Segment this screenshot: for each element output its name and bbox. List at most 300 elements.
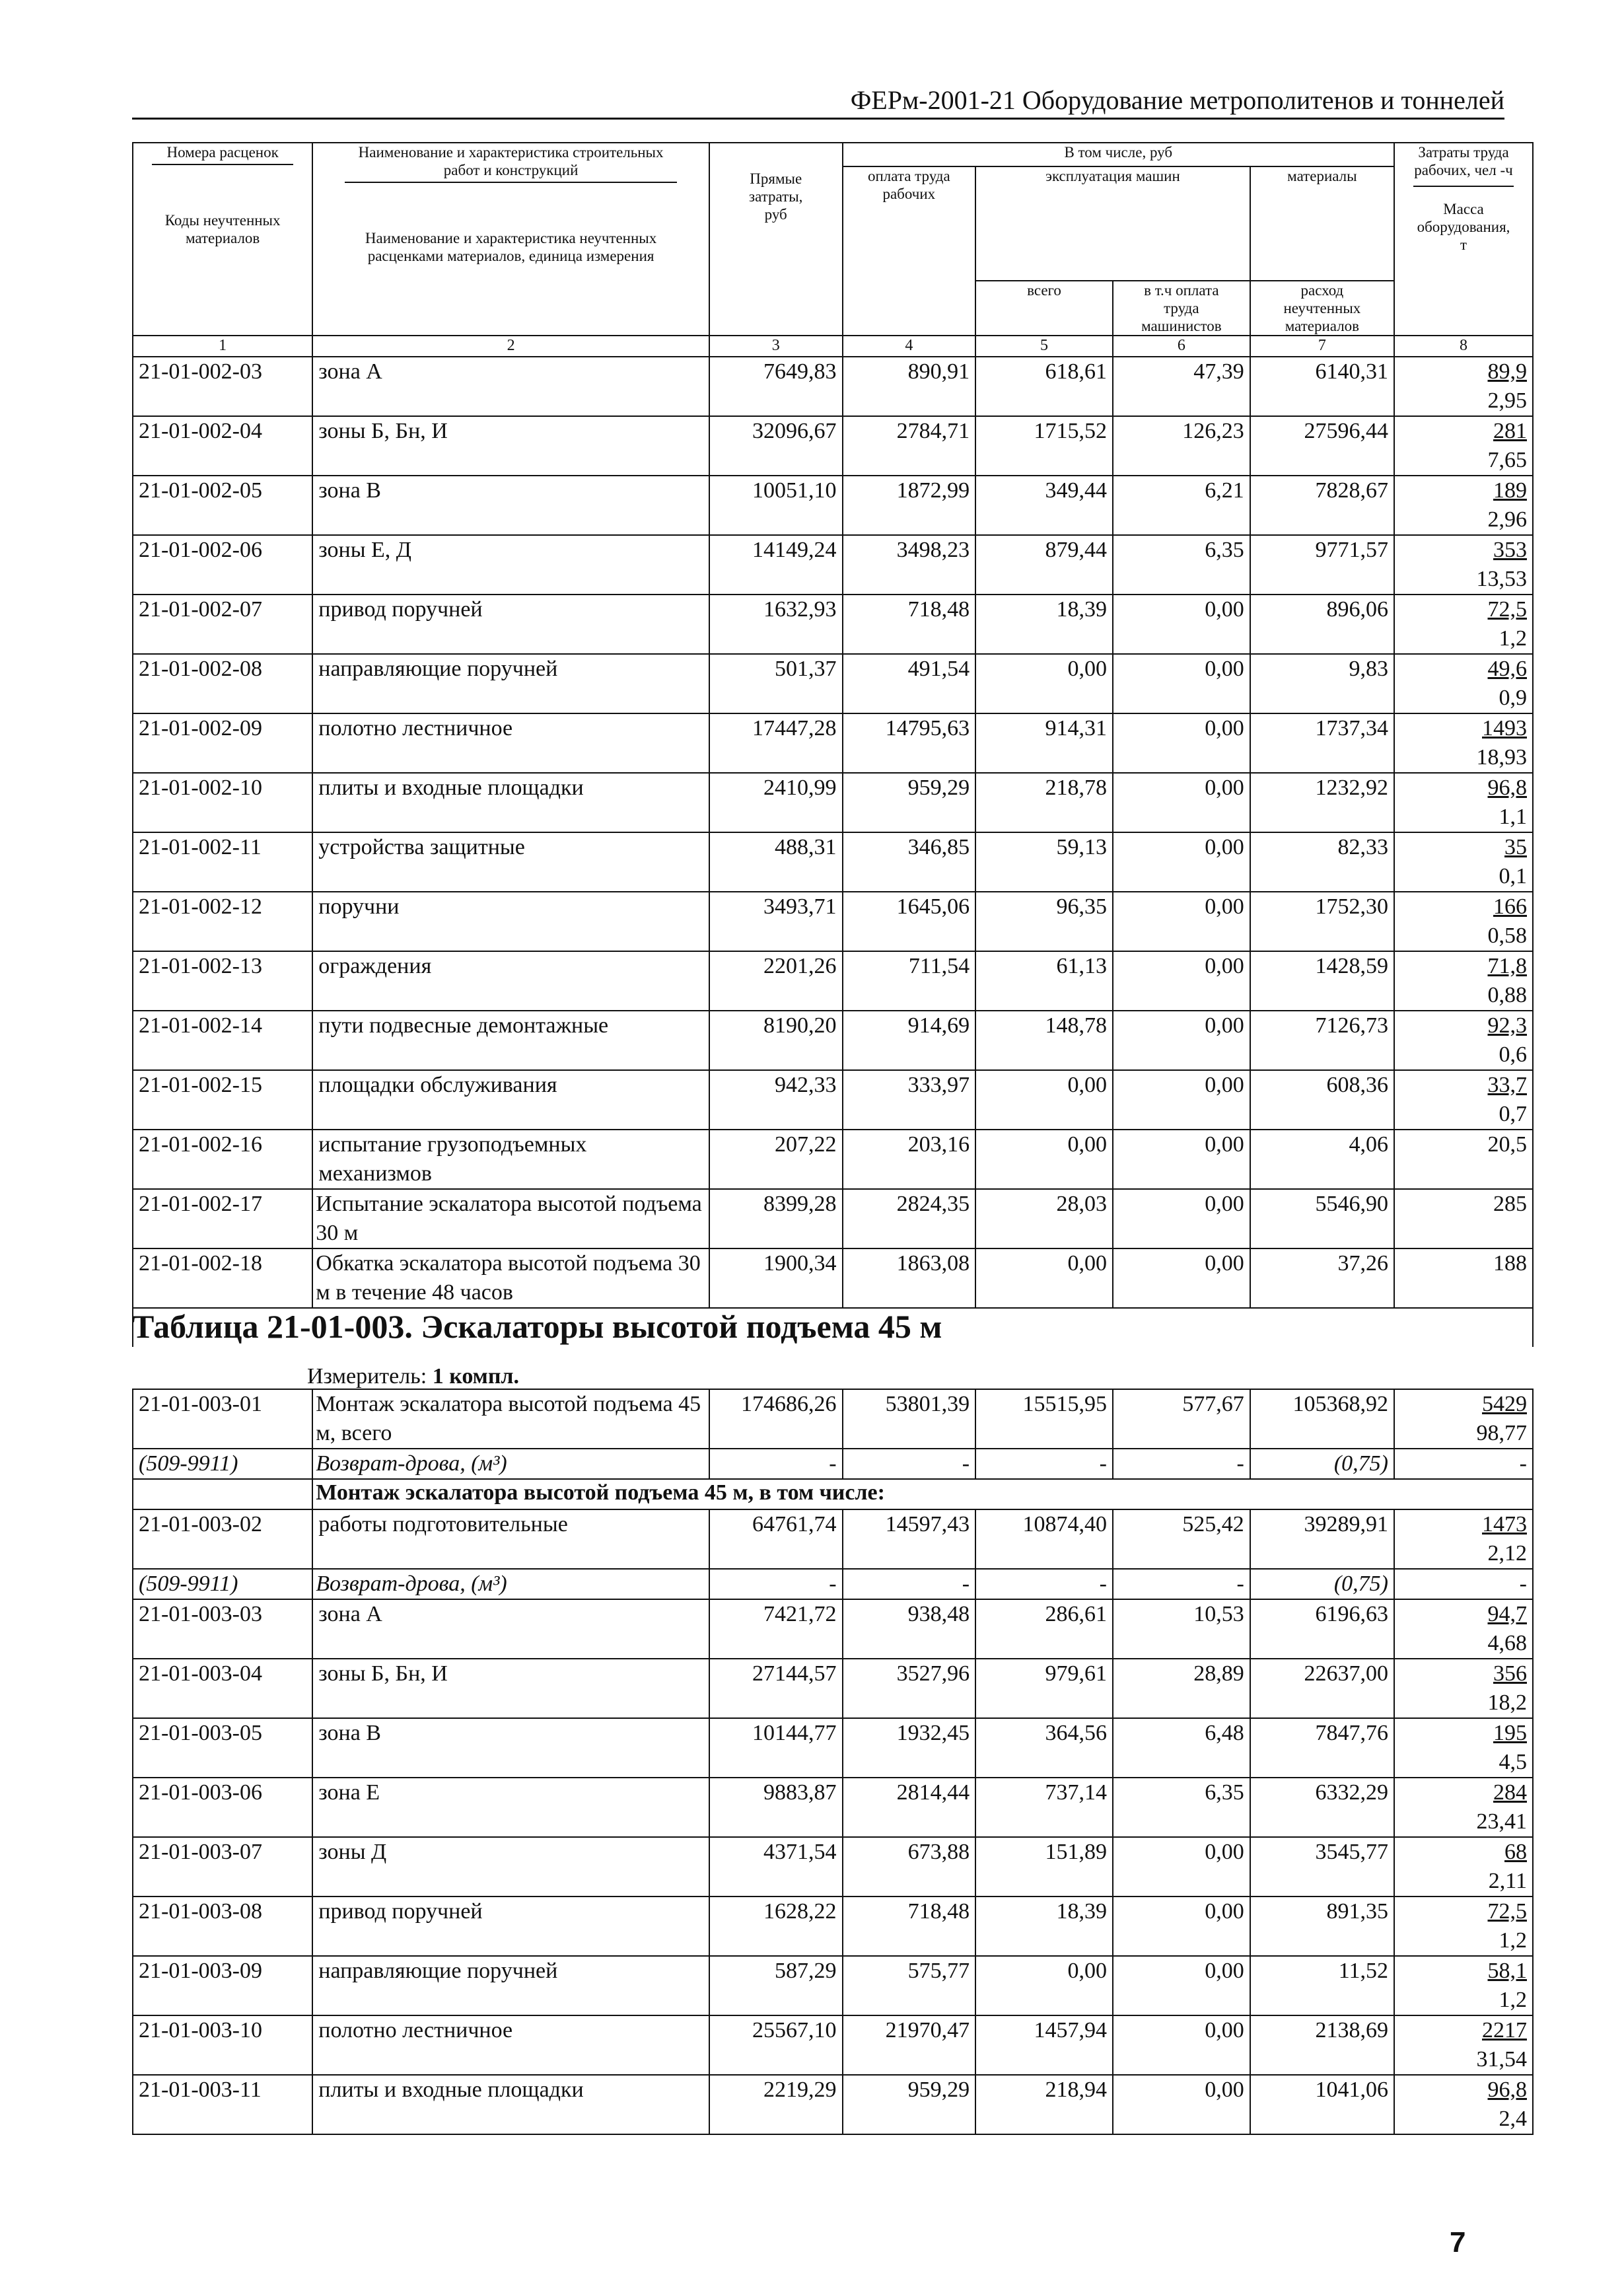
labor-hours: 1473	[1482, 1512, 1527, 1536]
cell-mach-labor: 126,23	[1113, 416, 1250, 476]
equipment-mass: 1,2	[1499, 626, 1527, 651]
cell-mat: 1041,06	[1250, 2075, 1394, 2134]
header-material-name: Наименование и характеристика неучтенных расценками материалов, единица измерения	[365, 230, 657, 264]
cell-mach: 1457,94	[975, 2015, 1113, 2075]
equipment-mass: 1,1	[1499, 805, 1527, 829]
labor-mass-cell	[1394, 2075, 1533, 2134]
work-name: привод поручней	[312, 1897, 709, 1956]
cell-mat: 82,33	[1250, 832, 1394, 892]
cell-mat: 6196,63	[1250, 1599, 1394, 1659]
cell-direct: 8190,20	[709, 1011, 843, 1070]
cell-mach: 151,89	[975, 1837, 1113, 1897]
rate-code: 21-01-003-07	[133, 1837, 312, 1897]
labor-mass-cell	[1394, 892, 1533, 951]
labor-mass-cell	[1394, 654, 1533, 713]
cell-direct: 1900,34	[709, 1248, 843, 1308]
cell-labor: 14597,43	[843, 1509, 976, 1569]
table-row	[133, 1569, 1533, 1599]
table-row	[133, 1837, 1533, 1897]
cell-labor: 14795,63	[843, 713, 976, 773]
cell-mat: 3545,77	[1250, 1837, 1394, 1897]
rate-code: 21-01-002-07	[133, 595, 312, 654]
cell-mat: 22637,00	[1250, 1659, 1394, 1718]
table-row	[133, 1130, 1533, 1189]
cell-labor: -	[843, 1569, 976, 1599]
work-name: пути подвесные демонтажные	[312, 1011, 709, 1070]
work-name: полотно лестничное	[312, 713, 709, 773]
labor-hours: 92,3	[1487, 1013, 1527, 1038]
cell-labor: 2784,71	[843, 416, 976, 476]
cell-labor: 3498,23	[843, 535, 976, 595]
work-name: полотно лестничное	[312, 2015, 709, 2075]
cell-mat: 9,83	[1250, 654, 1394, 713]
table-row	[133, 1509, 1533, 1569]
labor-hours: 72,5	[1487, 1899, 1527, 1924]
labor-hours: 5429	[1482, 1392, 1527, 1416]
labor-mass-cell	[1394, 1248, 1533, 1308]
cell-direct: 7421,72	[709, 1599, 843, 1659]
work-name: зона В	[312, 1718, 709, 1778]
equipment-mass: 0,9	[1499, 686, 1527, 710]
cell-mach-labor: 0,00	[1113, 713, 1250, 773]
cell-mach-labor: 0,00	[1113, 951, 1250, 1011]
cell-mat: 1428,59	[1250, 951, 1394, 1011]
labor-hours: 96,8	[1487, 776, 1527, 800]
labor-hours: 2217	[1482, 2018, 1527, 2042]
cell-mat: 1737,34	[1250, 713, 1394, 773]
labor-mass-cell	[1394, 1569, 1533, 1599]
labor-mass-cell	[1394, 713, 1533, 773]
cell-mat: 11,52	[1250, 1956, 1394, 2015]
labor-hours: 68	[1504, 1840, 1527, 1864]
work-name: плиты и входные площадки	[312, 2075, 709, 2134]
header-equipment-mass: Масса оборудования, т	[1417, 201, 1510, 253]
cell-mach-labor: 0,00	[1113, 1070, 1250, 1130]
rate-code: 21-01-002-12	[133, 892, 312, 951]
table-title: Таблица 21-01-003. Эскалаторы высотой подъема 45 м	[132, 1308, 942, 1345]
column-number: 3	[709, 336, 843, 357]
rate-code: 21-01-002-08	[133, 654, 312, 713]
cell-direct: 25567,10	[709, 2015, 843, 2075]
labor-mass-cell	[1394, 773, 1533, 832]
work-name: направляющие поручней	[312, 1956, 709, 2015]
cell-mat: 1232,92	[1250, 773, 1394, 832]
table-row	[133, 1778, 1533, 1837]
work-name: Обкатка эскалатора высотой подъема 30 м в течение 48 часов	[312, 1248, 709, 1308]
cell-mat: 7126,73	[1250, 1011, 1394, 1070]
cell-mach-labor: 0,00	[1113, 1897, 1250, 1956]
rate-code: 21-01-003-03	[133, 1599, 312, 1659]
cell-mach: 0,00	[975, 1956, 1113, 2015]
cell-mach: 0,00	[975, 1070, 1113, 1130]
column-number: 6	[1113, 336, 1250, 357]
equipment-mass: 13,53	[1476, 567, 1527, 591]
labor-mass-cell	[1394, 1718, 1533, 1778]
cell-labor: 890,91	[843, 357, 976, 416]
cell-mach: 18,39	[975, 595, 1113, 654]
rate-code: 21-01-002-04	[133, 416, 312, 476]
cell-mach: 59,13	[975, 832, 1113, 892]
rate-code: 21-01-003-01	[133, 1389, 312, 1449]
column-number: 5	[975, 336, 1113, 357]
labor-hours: -	[1519, 1451, 1527, 1476]
cell-labor: 673,88	[843, 1837, 976, 1897]
work-name: зоны Б, Бн, И	[312, 416, 709, 476]
rate-code: 21-01-003-10	[133, 2015, 312, 2075]
subheader-code-cell	[133, 1479, 312, 1509]
rates-table-upper	[132, 142, 1534, 1347]
table-row	[133, 2075, 1533, 2134]
rate-code: 21-01-002-03	[133, 357, 312, 416]
cell-direct: 17447,28	[709, 713, 843, 773]
cell-labor: 718,48	[843, 1897, 976, 1956]
equipment-mass: 23,41	[1476, 1809, 1527, 1834]
cell-labor: 914,69	[843, 1011, 976, 1070]
cell-labor: 203,16	[843, 1130, 976, 1189]
rate-code: 21-01-003-02	[133, 1509, 312, 1569]
cell-mach: 364,56	[975, 1718, 1113, 1778]
header-material-codes: Коды неучтенных материалов	[164, 212, 281, 246]
cell-mach-labor: 6,35	[1113, 535, 1250, 595]
cell-labor: 3527,96	[843, 1659, 976, 1718]
labor-mass-cell	[1394, 1189, 1533, 1248]
labor-hours: 96,8	[1487, 2078, 1527, 2102]
cell-mach: 0,00	[975, 1248, 1113, 1308]
rate-code: 21-01-002-13	[133, 951, 312, 1011]
subheader-text: Монтаж эскалатора высотой подъема 45 м, в том числе:	[312, 1479, 1533, 1509]
labor-mass-cell	[1394, 951, 1533, 1011]
cell-mach: 96,35	[975, 892, 1113, 951]
cell-mach-labor: 577,67	[1113, 1389, 1250, 1449]
cell-direct: 64761,74	[709, 1509, 843, 1569]
rate-code: 21-01-003-05	[133, 1718, 312, 1778]
table-row	[133, 535, 1533, 595]
subheader-row	[133, 1479, 1533, 1509]
table-row	[133, 1070, 1533, 1130]
labor-hours: 285	[1493, 1192, 1527, 1216]
unit-value: 1 компл.	[432, 1364, 520, 1389]
rate-code: 21-01-002-18	[133, 1248, 312, 1308]
cell-labor: 938,48	[843, 1599, 976, 1659]
cell-mat: 105368,92	[1250, 1389, 1394, 1449]
cell-labor: 346,85	[843, 832, 976, 892]
header-labor-mass	[1394, 143, 1533, 336]
cell-mach-labor: 0,00	[1113, 1248, 1250, 1308]
cell-direct: 3493,71	[709, 892, 843, 951]
labor-hours: 195	[1493, 1721, 1527, 1745]
cell-mach-labor: 0,00	[1113, 1189, 1250, 1248]
rate-code: 21-01-002-10	[133, 773, 312, 832]
cell-mach: 1715,52	[975, 416, 1113, 476]
header-rate-number	[133, 143, 312, 336]
cell-labor: 575,77	[843, 1956, 976, 2015]
table-row	[133, 357, 1533, 416]
table-row	[133, 1011, 1533, 1070]
labor-hours: 353	[1493, 538, 1527, 562]
labor-mass-cell	[1394, 1509, 1533, 1569]
cell-mach: 61,13	[975, 951, 1113, 1011]
cell-direct: 2219,29	[709, 2075, 843, 2134]
labor-hours: 72,5	[1487, 597, 1527, 622]
equipment-mass: 2,12	[1487, 1541, 1527, 1566]
cell-mach-labor: 0,00	[1113, 1130, 1250, 1189]
work-name: Испытание эскалатора высотой подъема 30 м	[312, 1189, 709, 1248]
work-name: зона А	[312, 357, 709, 416]
labor-hours: 356	[1493, 1661, 1527, 1686]
header-direct-costs: Прямые затраты, руб	[709, 143, 843, 336]
rate-code: (509-9911)	[133, 1569, 312, 1599]
cell-labor: 21970,47	[843, 2015, 976, 2075]
cell-direct: 1628,22	[709, 1897, 843, 1956]
cell-direct: 32096,67	[709, 416, 843, 476]
cell-mat: 27596,44	[1250, 416, 1394, 476]
labor-hours: 166	[1493, 894, 1527, 919]
running-header: ФЕРм-2001-21 Оборудование метрополитенов и тоннелей	[132, 85, 1504, 120]
equipment-mass: 18,2	[1487, 1690, 1527, 1715]
column-number: 1	[133, 336, 312, 357]
work-name: привод поручней	[312, 595, 709, 654]
table-row	[133, 773, 1533, 832]
cell-direct: 10144,77	[709, 1718, 843, 1778]
header-including: В том числе, руб	[843, 143, 1394, 166]
table-row	[133, 2015, 1533, 2075]
cell-mach-labor: -	[1113, 1569, 1250, 1599]
rate-code: 21-01-002-17	[133, 1189, 312, 1248]
cell-mach-labor: 47,39	[1113, 357, 1250, 416]
table-row	[133, 1599, 1533, 1659]
cell-mat: 6140,31	[1250, 357, 1394, 416]
rate-code: 21-01-002-05	[133, 476, 312, 535]
cell-mat: 6332,29	[1250, 1778, 1394, 1837]
cell-mach: 148,78	[975, 1011, 1113, 1070]
cell-mach: -	[975, 1569, 1113, 1599]
cell-mach-labor: 6,48	[1113, 1718, 1250, 1778]
equipment-mass: 0,7	[1499, 1102, 1527, 1126]
cell-direct: 2201,26	[709, 951, 843, 1011]
equipment-mass: 4,5	[1499, 1750, 1527, 1774]
work-name: зона В	[312, 476, 709, 535]
table-row	[133, 595, 1533, 654]
cell-mat: 39289,91	[1250, 1509, 1394, 1569]
header-machines-total: всего	[975, 281, 1113, 336]
cell-direct: 587,29	[709, 1956, 843, 2015]
labor-mass-cell	[1394, 1011, 1533, 1070]
equipment-mass: 2,95	[1487, 388, 1527, 413]
cell-mach-labor: 0,00	[1113, 832, 1250, 892]
work-name: площадки обслуживания	[312, 1070, 709, 1130]
cell-mat: 7847,76	[1250, 1718, 1394, 1778]
header-material-use: расход неучтенных материалов	[1250, 281, 1394, 336]
table-row	[133, 713, 1533, 773]
cell-mach-labor: 28,89	[1113, 1659, 1250, 1718]
header-labor-hours: Затраты труда рабочих, чел -ч	[1414, 144, 1513, 178]
header-work-name	[312, 143, 709, 336]
cell-direct: 7649,83	[709, 357, 843, 416]
column-number: 8	[1394, 336, 1533, 357]
rate-code: 21-01-003-04	[133, 1659, 312, 1718]
cell-direct: 501,37	[709, 654, 843, 713]
cell-mat: 896,06	[1250, 595, 1394, 654]
header-machines: эксплуатация машин	[975, 166, 1250, 281]
unit-label: Измеритель:	[307, 1364, 427, 1389]
cell-labor: 718,48	[843, 595, 976, 654]
labor-mass-cell	[1394, 1897, 1533, 1956]
cell-direct: -	[709, 1569, 843, 1599]
cell-mach: 737,14	[975, 1778, 1113, 1837]
cell-mach: 10874,40	[975, 1509, 1113, 1569]
cell-mat: (0,75)	[1250, 1569, 1394, 1599]
equipment-mass: 0,88	[1487, 983, 1527, 1007]
cell-direct: 27144,57	[709, 1659, 843, 1718]
labor-hours: 33,7	[1487, 1073, 1527, 1097]
header-rate-number-top: Номера расценок	[152, 143, 293, 165]
cell-direct: 14149,24	[709, 535, 843, 595]
table-row	[133, 1389, 1533, 1449]
labor-hours: 188	[1493, 1251, 1527, 1276]
cell-direct: 1632,93	[709, 595, 843, 654]
cell-mach-labor: 0,00	[1113, 2075, 1250, 2134]
cell-labor: 1645,06	[843, 892, 976, 951]
work-name: работы подготовительные	[312, 1509, 709, 1569]
rate-code: 21-01-002-11	[133, 832, 312, 892]
cell-direct: 488,31	[709, 832, 843, 892]
cell-mach: 18,39	[975, 1897, 1113, 1956]
labor-hours: 281	[1493, 419, 1527, 443]
table-row	[133, 1897, 1533, 1956]
header-operator-pay: в т.ч оплата труда машинистов	[1113, 281, 1250, 336]
labor-mass-cell	[1394, 357, 1533, 416]
labor-hours: 71,8	[1487, 954, 1527, 978]
table-row	[133, 892, 1533, 951]
table-row	[133, 416, 1533, 476]
cell-labor: 1932,45	[843, 1718, 976, 1778]
cell-labor: 1872,99	[843, 476, 976, 535]
labor-hours: -	[1519, 1572, 1527, 1596]
cell-labor: 2824,35	[843, 1189, 976, 1248]
labor-hours: 189	[1493, 478, 1527, 503]
cell-mat: 2138,69	[1250, 2015, 1394, 2075]
unit-line	[307, 1363, 519, 1390]
work-name: Возврат-дрова, (м³)	[312, 1449, 709, 1479]
labor-mass-cell	[1394, 476, 1533, 535]
labor-hours: 284	[1493, 1780, 1527, 1805]
cell-mach: 349,44	[975, 476, 1113, 535]
cell-mach: 879,44	[975, 535, 1113, 595]
cell-mat: 4,06	[1250, 1130, 1394, 1189]
labor-mass-cell	[1394, 595, 1533, 654]
cell-labor: -	[843, 1449, 976, 1479]
header-work-name-top: Наименование и характеристика строительных работ и конструкций	[345, 143, 677, 183]
labor-mass-cell	[1394, 1389, 1533, 1449]
cell-mat: 891,35	[1250, 1897, 1394, 1956]
cell-mach: 218,78	[975, 773, 1113, 832]
cell-mach-labor: 0,00	[1113, 654, 1250, 713]
cell-mach: 286,61	[975, 1599, 1113, 1659]
rate-code: 21-01-002-14	[133, 1011, 312, 1070]
work-name: плиты и входные площадки	[312, 773, 709, 832]
table-row	[133, 832, 1533, 892]
table-row	[133, 1956, 1533, 2015]
cell-mach-labor: 0,00	[1113, 595, 1250, 654]
rate-code: 21-01-002-15	[133, 1070, 312, 1130]
cell-direct: 10051,10	[709, 476, 843, 535]
cell-mach: 28,03	[975, 1189, 1113, 1248]
table-row	[133, 1449, 1533, 1479]
labor-hours: 89,9	[1487, 359, 1527, 384]
table-row	[133, 1718, 1533, 1778]
cell-mach-labor: 0,00	[1113, 892, 1250, 951]
cell-mach: 618,61	[975, 357, 1113, 416]
labor-mass-cell	[1394, 1070, 1533, 1130]
work-name: ограждения	[312, 951, 709, 1011]
cell-direct: 207,22	[709, 1130, 843, 1189]
cell-mat: 1752,30	[1250, 892, 1394, 951]
cell-direct: 8399,28	[709, 1189, 843, 1248]
cell-labor: 1863,08	[843, 1248, 976, 1308]
labor-mass-cell	[1394, 1956, 1533, 2015]
labor-hours: 49,6	[1487, 657, 1527, 681]
labor-mass-cell	[1394, 1130, 1533, 1189]
work-name: поручни	[312, 892, 709, 951]
table-row	[133, 654, 1533, 713]
rate-code: 21-01-003-09	[133, 1956, 312, 2015]
rate-code: 21-01-003-08	[133, 1897, 312, 1956]
labor-mass-cell	[1394, 1599, 1533, 1659]
rate-code: 21-01-002-16	[133, 1130, 312, 1189]
equipment-mass: 7,65	[1487, 448, 1527, 472]
rate-code: 21-01-002-06	[133, 535, 312, 595]
rate-code: 21-01-003-11	[133, 2075, 312, 2134]
cell-direct: 2410,99	[709, 773, 843, 832]
equipment-mass: 0,1	[1499, 864, 1527, 888]
rate-code: (509-9911)	[133, 1449, 312, 1479]
equipment-mass: 2,11	[1488, 1869, 1527, 1893]
cell-direct: 174686,26	[709, 1389, 843, 1449]
labor-mass-cell	[1394, 1778, 1533, 1837]
cell-mach: 0,00	[975, 654, 1113, 713]
work-name: зона А	[312, 1599, 709, 1659]
cell-labor: 959,29	[843, 773, 976, 832]
table-row	[133, 1248, 1533, 1308]
work-name: направляющие поручней	[312, 654, 709, 713]
cell-labor: 2814,44	[843, 1778, 976, 1837]
cell-mach-labor: 0,00	[1113, 1011, 1250, 1070]
labor-mass-cell	[1394, 1449, 1533, 1479]
header-worker-pay: оплата труда рабочих	[843, 166, 976, 336]
equipment-mass: 2,4	[1499, 2107, 1527, 2131]
equipment-mass: 4,68	[1487, 1631, 1527, 1655]
page-number: 7	[1450, 2226, 1466, 2259]
labor-hours: 94,7	[1487, 1602, 1527, 1626]
cell-mach-labor: 6,21	[1113, 476, 1250, 535]
work-name: зоны Д	[312, 1837, 709, 1897]
labor-hours: 35	[1504, 835, 1527, 859]
cell-mat: 9771,57	[1250, 535, 1394, 595]
cell-mat: 7828,67	[1250, 476, 1394, 535]
labor-mass-cell	[1394, 2015, 1533, 2075]
work-name: зоны Е, Д	[312, 535, 709, 595]
labor-hours: 1493	[1482, 716, 1527, 741]
cell-direct: 942,33	[709, 1070, 843, 1130]
equipment-mass: 18,93	[1476, 745, 1527, 770]
work-name: Монтаж эскалатора высотой подъема 45 м, всего	[312, 1389, 709, 1449]
cell-mach-labor: 525,42	[1113, 1509, 1250, 1569]
cell-direct: -	[709, 1449, 843, 1479]
cell-mach: 914,31	[975, 713, 1113, 773]
cell-mach-labor: 0,00	[1113, 2015, 1250, 2075]
work-name: испытание грузоподъемных механизмов	[312, 1130, 709, 1189]
labor-mass-cell	[1394, 832, 1533, 892]
